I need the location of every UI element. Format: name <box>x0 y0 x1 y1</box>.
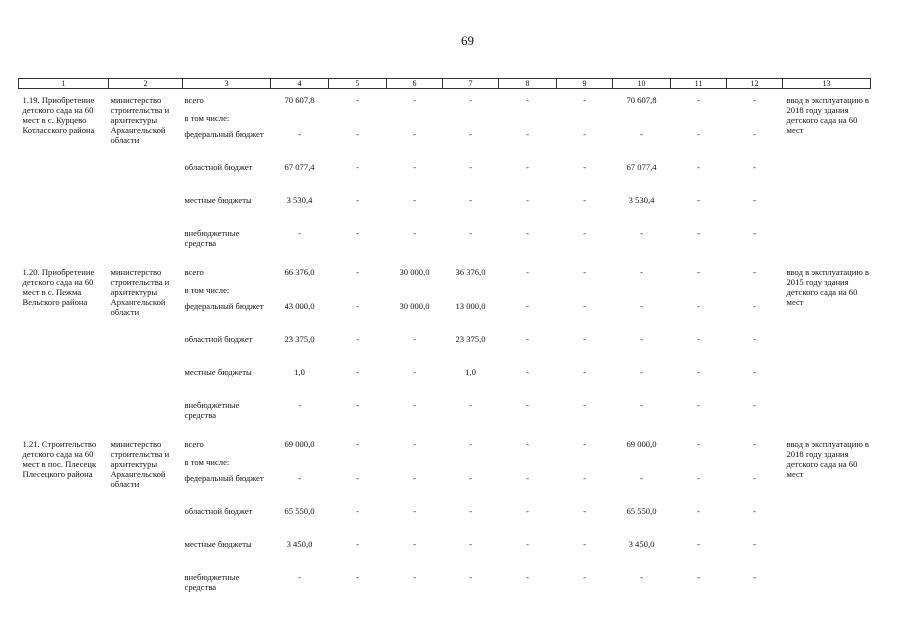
amount-cell: 13 000,0 <box>455 301 486 311</box>
column-number-11: 11 <box>671 79 727 89</box>
amount-cell: - <box>356 162 359 172</box>
amount-cell <box>329 113 387 129</box>
amount-cell: - <box>640 367 643 377</box>
amount-cell: - <box>697 267 700 277</box>
amount-cell: - <box>413 129 416 139</box>
column-number-3: 3 <box>183 79 271 89</box>
amount-cell: - <box>413 506 416 516</box>
amount-cell: - <box>583 228 586 238</box>
amount-cell <box>671 113 727 129</box>
amount-cell: - <box>413 572 416 582</box>
amount-cell: - <box>356 367 359 377</box>
program-table-grid <box>18 78 871 605</box>
amount-cell <box>271 285 329 301</box>
funding-source: всего <box>184 439 204 449</box>
column-number-8: 8 <box>499 79 557 89</box>
amount-cell: - <box>298 400 301 410</box>
amount-cell: - <box>526 572 529 582</box>
amount-cell: - <box>526 539 529 549</box>
amount-cell: - <box>526 129 529 139</box>
amount-cell <box>671 285 727 301</box>
amount-cell: 1,0 <box>294 367 305 377</box>
responsible-executor: министерство строительства и архитектуры Архангельской области <box>110 95 170 145</box>
amount-cell: - <box>526 228 529 238</box>
amount-cell: - <box>753 195 756 205</box>
amount-cell: - <box>413 400 416 410</box>
amount-cell: - <box>469 539 472 549</box>
amount-cell: - <box>697 228 700 238</box>
amount-cell: - <box>356 301 359 311</box>
amount-cell: 36 376,0 <box>455 267 486 277</box>
amount-cell: - <box>469 506 472 516</box>
amount-cell: - <box>753 95 756 105</box>
amount-cell <box>443 285 499 301</box>
funding-source: областной бюджет <box>184 162 253 172</box>
amount-cell: - <box>640 129 643 139</box>
amount-cell: 67 077,4 <box>626 162 657 172</box>
amount-cell: 23 375,0 <box>284 334 315 344</box>
amount-cell: 67 077,4 <box>284 162 315 172</box>
amount-cell: - <box>753 506 756 516</box>
expected-result: ввод в эксплуатацию в 2018 году здания детского сада на 60 мест <box>786 439 869 479</box>
funding-source: местные бюджеты <box>184 195 252 205</box>
amount-cell: - <box>640 267 643 277</box>
amount-cell <box>443 113 499 129</box>
amount-cell: - <box>753 367 756 377</box>
amount-cell: - <box>697 400 700 410</box>
amount-cell <box>387 113 443 129</box>
amount-cell: - <box>413 162 416 172</box>
amount-cell: - <box>583 95 586 105</box>
expected-result: ввод в эксплуатацию в 2015 году здания детского сада на 60 мест <box>786 267 869 307</box>
amount-cell <box>613 113 671 129</box>
column-number-10: 10 <box>613 79 671 89</box>
table-row <box>19 439 871 457</box>
funding-source: всего <box>184 95 204 105</box>
amount-cell <box>557 285 613 301</box>
amount-cell: - <box>469 228 472 238</box>
amount-cell: - <box>356 267 359 277</box>
amount-cell: - <box>526 334 529 344</box>
amount-cell: 43 000,0 <box>284 301 315 311</box>
amount-cell <box>727 113 783 129</box>
amount-cell: - <box>697 95 700 105</box>
amount-cell: 3 450,0 <box>628 539 655 549</box>
amount-cell: - <box>697 539 700 549</box>
column-number-2: 2 <box>109 79 183 89</box>
amount-cell: - <box>753 572 756 582</box>
amount-cell: - <box>640 473 643 483</box>
amount-cell: - <box>753 162 756 172</box>
column-number-7: 7 <box>443 79 499 89</box>
funding-source: в том числе: <box>184 113 230 123</box>
amount-cell: - <box>697 195 700 205</box>
table-row <box>19 267 871 285</box>
amount-cell: - <box>413 539 416 549</box>
amount-cell: - <box>753 400 756 410</box>
amount-cell: - <box>583 162 586 172</box>
amount-cell: - <box>298 129 301 139</box>
amount-cell: - <box>469 400 472 410</box>
amount-cell <box>329 285 387 301</box>
column-number-12: 12 <box>727 79 783 89</box>
amount-cell: 70 607,8 <box>284 95 315 105</box>
amount-cell: - <box>583 506 586 516</box>
amount-cell: - <box>526 506 529 516</box>
amount-cell: - <box>298 228 301 238</box>
funding-source: внебюджетные средства <box>184 572 240 592</box>
amount-cell: 1,0 <box>465 367 476 377</box>
amount-cell: - <box>469 95 472 105</box>
amount-cell: 65 550,0 <box>626 506 657 516</box>
amount-cell: - <box>583 539 586 549</box>
column-number-row <box>19 79 871 89</box>
amount-cell: - <box>753 539 756 549</box>
amount-cell: - <box>413 95 416 105</box>
amount-cell: - <box>526 439 529 449</box>
amount-cell <box>499 113 557 129</box>
amount-cell: - <box>356 400 359 410</box>
amount-cell: - <box>583 267 586 277</box>
funding-source: внебюджетные средства <box>184 228 240 248</box>
column-number-9: 9 <box>557 79 613 89</box>
responsible-executor: министерство строительства и архитектуры Архангельской области <box>110 267 170 317</box>
amount-cell: - <box>413 228 416 238</box>
table-row <box>19 95 871 113</box>
amount-cell: - <box>356 539 359 549</box>
amount-cell: - <box>356 129 359 139</box>
amount-cell: - <box>526 301 529 311</box>
amount-cell: - <box>356 439 359 449</box>
amount-cell: 23 375,0 <box>455 334 486 344</box>
amount-cell: - <box>413 473 416 483</box>
funding-source: федеральный бюджет <box>184 301 264 311</box>
amount-cell <box>443 457 499 473</box>
amount-cell <box>727 457 783 473</box>
column-number-5: 5 <box>329 79 387 89</box>
amount-cell: 30 000,0 <box>399 267 430 277</box>
responsible-executor: министерство строительства и архитектуры Архангельской области <box>110 439 170 489</box>
amount-cell: - <box>356 506 359 516</box>
amount-cell: - <box>356 228 359 238</box>
measure-name: 1.20. Приобретение детского сада на 60 мест в с. Пежма Вельского района <box>22 267 95 307</box>
funding-source: федеральный бюджет <box>184 129 264 139</box>
amount-cell: 69 000,0 <box>284 439 315 449</box>
amount-cell: - <box>526 473 529 483</box>
amount-cell: - <box>753 267 756 277</box>
amount-cell <box>329 457 387 473</box>
amount-cell: - <box>640 572 643 582</box>
funding-source: федеральный бюджет <box>184 473 264 483</box>
amount-cell <box>671 457 727 473</box>
amount-cell: - <box>753 334 756 344</box>
amount-cell: 65 550,0 <box>284 506 315 516</box>
column-number-4: 4 <box>271 79 329 89</box>
amount-cell <box>613 457 671 473</box>
expected-result: ввод в эксплуатацию в 2018 году здания детского сада на 60 мест <box>786 95 869 135</box>
amount-cell: - <box>697 301 700 311</box>
amount-cell: - <box>469 439 472 449</box>
amount-cell <box>271 113 329 129</box>
amount-cell: - <box>640 334 643 344</box>
amount-cell: 3 530,4 <box>628 195 655 205</box>
amount-cell: - <box>640 228 643 238</box>
amount-cell: 69 000,0 <box>626 439 657 449</box>
amount-cell: 30 000,0 <box>399 301 430 311</box>
amount-cell: - <box>640 301 643 311</box>
table-body <box>19 89 871 606</box>
amount-cell: - <box>413 195 416 205</box>
amount-cell: - <box>697 367 700 377</box>
amount-cell: - <box>583 195 586 205</box>
amount-cell: 66 376,0 <box>284 267 315 277</box>
amount-cell: - <box>298 473 301 483</box>
amount-cell: - <box>697 334 700 344</box>
amount-cell: - <box>356 195 359 205</box>
amount-cell: - <box>697 572 700 582</box>
amount-cell: - <box>413 367 416 377</box>
amount-cell <box>727 285 783 301</box>
program-table <box>18 78 870 605</box>
amount-cell: - <box>753 228 756 238</box>
amount-cell: - <box>356 334 359 344</box>
page-number: 69 <box>461 33 474 48</box>
amount-cell: - <box>583 334 586 344</box>
funding-source: местные бюджеты <box>184 539 252 549</box>
amount-cell: - <box>356 572 359 582</box>
amount-cell: - <box>583 301 586 311</box>
amount-cell: - <box>469 162 472 172</box>
column-number-6: 6 <box>387 79 443 89</box>
amount-cell: - <box>469 572 472 582</box>
amount-cell: - <box>697 162 700 172</box>
column-number-13: 13 <box>783 79 871 89</box>
funding-source: в том числе: <box>184 285 230 295</box>
amount-cell <box>271 457 329 473</box>
amount-cell: - <box>753 301 756 311</box>
amount-cell: - <box>469 195 472 205</box>
amount-cell: - <box>526 195 529 205</box>
amount-cell: - <box>753 129 756 139</box>
amount-cell: - <box>640 400 643 410</box>
amount-cell: - <box>583 439 586 449</box>
amount-cell: - <box>413 334 416 344</box>
amount-cell: - <box>583 129 586 139</box>
column-number-1: 1 <box>19 79 109 89</box>
amount-cell <box>499 457 557 473</box>
amount-cell: - <box>583 473 586 483</box>
amount-cell <box>499 285 557 301</box>
amount-cell: - <box>469 129 472 139</box>
amount-cell: - <box>526 162 529 172</box>
amount-cell: - <box>526 95 529 105</box>
amount-cell: - <box>583 400 586 410</box>
funding-source: областной бюджет <box>184 506 253 516</box>
funding-source: в том числе: <box>184 457 230 467</box>
amount-cell: - <box>697 439 700 449</box>
amount-cell <box>557 113 613 129</box>
amount-cell: - <box>583 367 586 377</box>
amount-cell: - <box>583 572 586 582</box>
amount-cell: - <box>356 95 359 105</box>
amount-cell: - <box>697 473 700 483</box>
amount-cell <box>557 457 613 473</box>
amount-cell: - <box>526 367 529 377</box>
amount-cell: 70 607,8 <box>626 95 657 105</box>
amount-cell <box>387 457 443 473</box>
measure-name: 1.21. Строительство детского сада на 60 мест в пос. Плесецк Плесецкого района <box>22 439 97 479</box>
amount-cell: - <box>753 439 756 449</box>
amount-cell: - <box>697 506 700 516</box>
amount-cell <box>613 285 671 301</box>
amount-cell: - <box>526 267 529 277</box>
funding-source: внебюджетные средства <box>184 400 240 420</box>
amount-cell: - <box>526 400 529 410</box>
measure-name: 1.19. Приобретение детского сада на 60 мест в с. Курцево Котласского района <box>22 95 95 135</box>
amount-cell: - <box>298 572 301 582</box>
amount-cell: - <box>469 473 472 483</box>
funding-source: местные бюджеты <box>184 367 252 377</box>
amount-cell: - <box>697 129 700 139</box>
amount-cell: - <box>356 473 359 483</box>
amount-cell: 3 530,4 <box>286 195 313 205</box>
amount-cell: 3 450,0 <box>286 539 313 549</box>
amount-cell <box>387 285 443 301</box>
funding-source: всего <box>184 267 204 277</box>
amount-cell: - <box>413 439 416 449</box>
amount-cell: - <box>753 473 756 483</box>
funding-source: областной бюджет <box>184 334 253 344</box>
